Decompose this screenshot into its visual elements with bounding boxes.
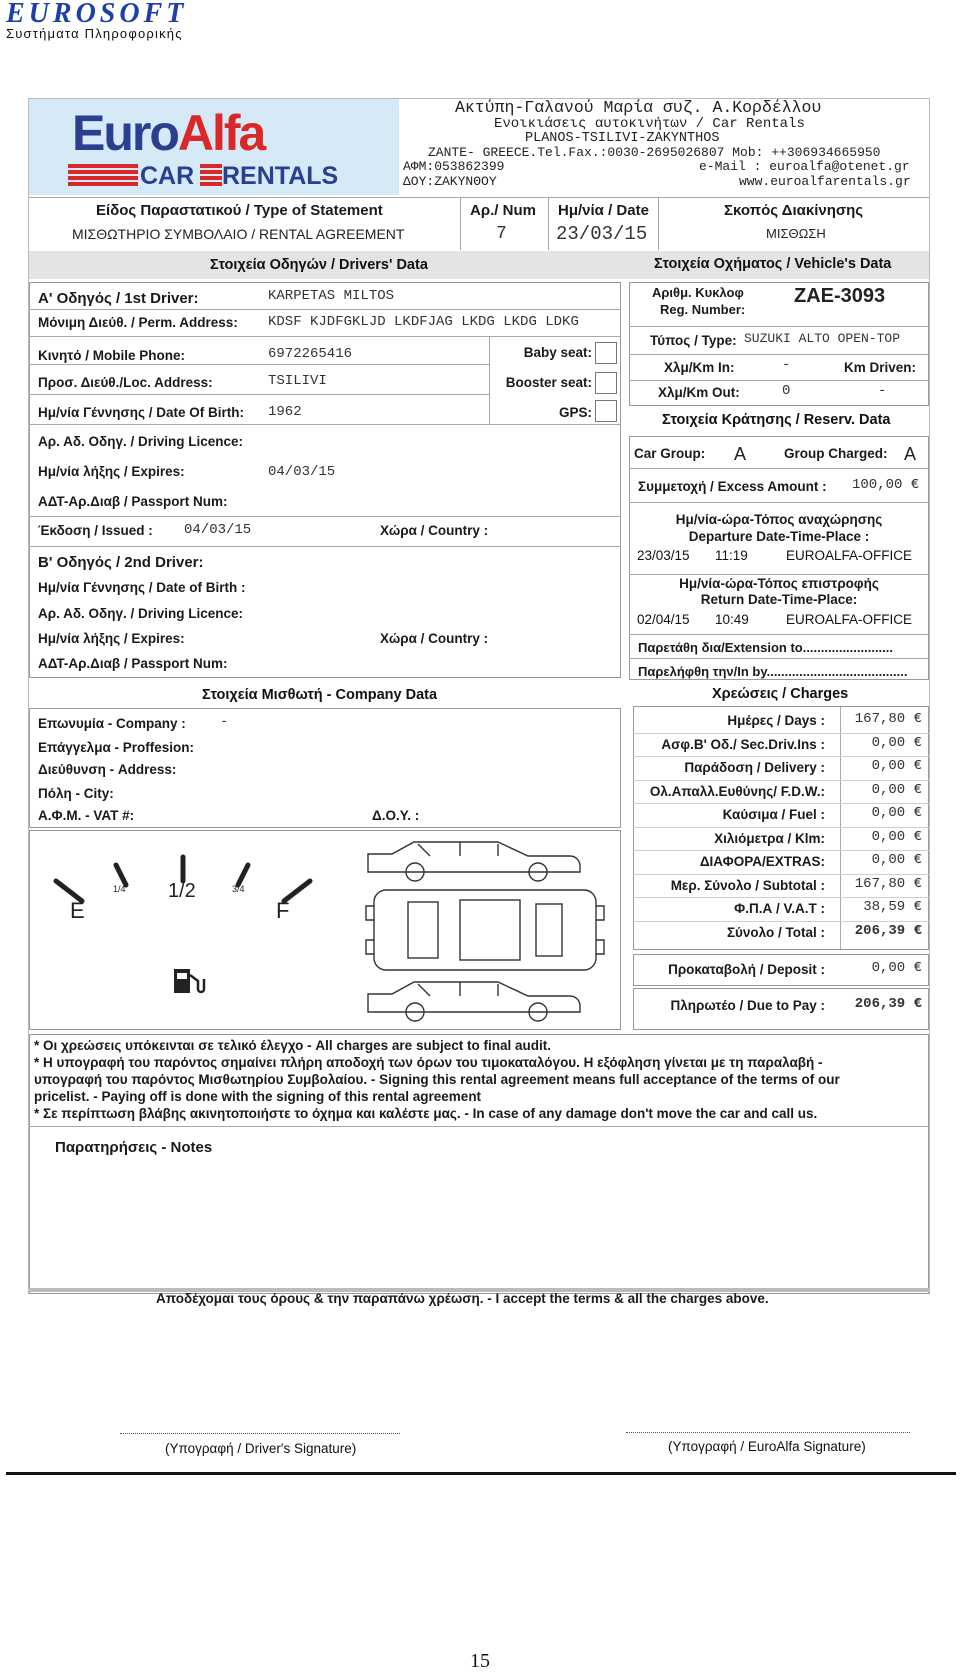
fuel-gauge: [40, 845, 340, 1005]
car-group-value: A: [734, 444, 747, 464]
car-group-label: Car Group:: [634, 446, 706, 461]
date-label: Ημ/νία / Date: [558, 202, 649, 219]
divider: [629, 502, 929, 503]
euroalfa-signature-label: (Υπογραφή / EuroAlfa Signature): [668, 1439, 866, 1454]
car-damage-diagram: [360, 834, 612, 1024]
divider: [633, 780, 929, 781]
company-name: Ακτύπη-Γαλανού Μαρία συζ. Α.Κορδέλλου: [455, 98, 822, 117]
mobile-value: 6972265416: [268, 346, 353, 362]
charge-label: Σύνολο / Total :: [726, 924, 825, 940]
num-value: 7: [496, 224, 507, 244]
departure-label-1: Ημ/νία-ώρα-Τόπος αναχώρησης: [675, 512, 883, 527]
divider: [633, 756, 929, 757]
driver-signature-label: (Υπογραφή / Driver's Signature): [165, 1441, 357, 1456]
fuel-f: F: [276, 898, 290, 923]
charge-value: 0,00 €: [871, 852, 922, 868]
charge-label: Ασφ.Β' Οδ./ Sec.Driv.Ins :: [661, 736, 825, 752]
terms-line-4: pricelist. - Paying off is done with the signing of this rental agreement: [34, 1089, 482, 1104]
divider: [29, 546, 621, 547]
issued-label: Έκδοση / Issued :: [38, 523, 153, 538]
divider: [629, 574, 929, 575]
car-text: CAR: [140, 162, 195, 190]
company-label: Επωνυμία - Company :: [38, 716, 186, 731]
address-label: Διεύθυνση - Address:: [38, 762, 177, 777]
euroalfa-logo: [72, 105, 265, 161]
km-driven-value: -: [878, 383, 887, 399]
return-place: EUROALFA-OFFICE: [786, 612, 913, 627]
company-afm: ΑΦΜ:053862399: [403, 159, 505, 174]
divider: [29, 1126, 929, 1127]
km-in-label: Χλμ/Km In:: [664, 360, 735, 375]
gps-checkbox[interactable]: [595, 400, 617, 422]
charges-title: Χρεώσεις / Charges: [712, 686, 849, 702]
charge-label: Ολ.Απαλλ.Ευθύνης/ F.D.W.:: [649, 783, 825, 799]
divider: [29, 516, 621, 517]
rentals-text: RENTALS: [222, 162, 339, 190]
reg-value: ZAE-3093: [794, 285, 886, 307]
vehicle-title: Στοιχεία Οχήματος / Vehicle's Data: [654, 256, 892, 272]
accept-text: Αποδέχομαι τους όρους & την παραπάνω χρέωση. - I accept the terms & all the charges above.: [156, 1291, 769, 1306]
divider: [658, 198, 659, 250]
return-time: 10:49: [715, 612, 749, 627]
divider: [29, 364, 489, 365]
licence2-label: Αρ. Αδ. Οδηγ. / Driving Licence:: [38, 606, 244, 621]
excess-label: Συμμετοχή / Excess Amount :: [638, 479, 827, 494]
return-label-1: Ημ/νία-ώρα-Τόπος επιστροφής: [679, 576, 879, 591]
purpose-value: ΜΙΣΘΩΣΗ: [766, 226, 826, 241]
city-label: Πόλη - City:: [38, 786, 114, 801]
divider: [629, 326, 929, 327]
country2-label: Χώρα / Country :: [380, 631, 489, 646]
km-in-value: -: [782, 357, 791, 373]
num-label: Αρ./ Num: [470, 202, 536, 219]
divider: [629, 658, 929, 659]
alfa-text: Alfa: [177, 105, 265, 161]
extension-label: Παρετάθη δια/Extension to.........................: [638, 640, 894, 655]
divider: [489, 337, 490, 425]
km-driven-label: Km Driven:: [844, 360, 917, 375]
doy-label: Δ.Ο.Υ. :: [372, 808, 420, 823]
profession-label: Επάγγελμα - Proffesion:: [38, 740, 195, 755]
terms-line-3: υπογραφή του παρόντος Μισθωτηρίου Συμβολαίου. - Signing this rental agreement means full acceptance of the terms of our: [34, 1072, 840, 1087]
company-value: -: [220, 714, 229, 730]
passport2-label: ΑΔΤ-Αρ.Διαβ / Passport Num:: [38, 656, 228, 671]
excess-value: 100,00 €: [852, 477, 920, 493]
return-date: 02/04/15: [637, 612, 690, 627]
divider: [633, 733, 929, 734]
expires-label: Ημ/νία λήξης / Expires:: [38, 464, 185, 479]
fuel-half: 1/2: [168, 880, 196, 902]
fuel-e: E: [70, 898, 85, 923]
divider: [629, 468, 929, 469]
charge-value: 206,39 €: [854, 922, 922, 939]
baby-seat-checkbox[interactable]: [595, 342, 617, 364]
gps-label: GPS:: [558, 405, 592, 420]
expires-value: 04/03/15: [268, 464, 336, 480]
dob2-label: Ημ/νία Γέννησης / Date of Birth :: [38, 580, 246, 595]
charge-label: Παράδοση / Delivery :: [684, 760, 825, 775]
divider: [29, 309, 621, 310]
reg-label-1: Αριθμ. Κυκλοφ: [652, 285, 744, 300]
eurosoft-logo: EUROSOFT: [6, 0, 188, 29]
fuel-three-quarter: 3/4: [232, 884, 245, 894]
passport-label: ΑΔΤ-Αρ.Διαβ / Passport Num:: [38, 494, 228, 509]
divider: [29, 394, 489, 395]
mobile-label: Κινητό / Mobile Phone:: [38, 348, 186, 363]
dob-label: Ημ/νία Γέννησης / Date Of Birth:: [38, 405, 245, 420]
baby-seat-label: Baby seat:: [523, 345, 592, 360]
departure-time: 11:19: [715, 548, 748, 563]
charge-value: 0,00 €: [871, 781, 922, 798]
divider: [460, 198, 461, 250]
charge-value: 0,00 €: [871, 734, 922, 751]
first-driver-label: Α' Οδηγός / 1st Driver:: [38, 290, 199, 307]
charge-value: 0,00 €: [871, 828, 922, 845]
purpose-label: Σκοπός Διακίνησης: [724, 202, 864, 219]
charge-label: Φ.Π.Α / V.A.T :: [734, 901, 825, 916]
divider: [548, 198, 549, 250]
first-driver-value: KARPETAS MILTOS: [268, 288, 395, 304]
expires2-label: Ημ/νία λήξης / Expires:: [38, 631, 185, 646]
departure-place: EUROALFA-OFFICE: [786, 548, 913, 563]
second-driver-label: Β' Οδηγός / 2nd Driver:: [38, 554, 204, 571]
divider: [633, 827, 929, 828]
inby-label: Παρελήφθη την/In by.......................................: [638, 664, 908, 679]
divider: [633, 874, 929, 875]
booster-seat-label: Booster seat:: [505, 375, 592, 390]
divider: [629, 380, 929, 381]
euro-text: Euro: [72, 105, 178, 161]
due-label: Πληρωτέο / Due to Pay :: [670, 998, 825, 1013]
booster-seat-checkbox[interactable]: [595, 372, 617, 394]
fuel-pump-icon: [174, 969, 204, 993]
departure-label-2: Departure Date-Time-Place :: [688, 529, 870, 544]
fuel-quarter: 1/4: [113, 884, 126, 894]
loc-address-label: Προσ. Διεύθ./Loc. Address:: [38, 375, 213, 390]
page-number: 15: [470, 1650, 490, 1672]
date-value: 23/03/15: [556, 223, 648, 245]
return-label-2: Return Date-Time-Place:: [700, 592, 858, 607]
charge-label: Ημέρες / Days :: [727, 713, 825, 728]
perm-address-label: Μόνιμη Διεύθ. / Perm. Address:: [38, 315, 238, 330]
licence-label: Αρ. Αδ. Οδηγ. / Driving Licence:: [38, 434, 244, 449]
statement-type-label: Είδος Παραστατικού / Type of Statement: [96, 202, 383, 219]
divider: [629, 634, 929, 635]
company-data-title: Στοιχεία Μισθωτή - Company Data: [202, 687, 438, 703]
charge-value: 167,80 €: [854, 875, 922, 892]
vat-label: Α.Φ.Μ. - VAT #:: [38, 808, 135, 823]
deposit-value: 0,00 €: [871, 960, 922, 976]
company-email: e-Mail : euroalfa@otenet.gr: [699, 159, 910, 174]
perm-address-value: KDSF KJDFGKLJD LKDFJAG LKDG LKDG LDKG: [268, 314, 579, 330]
company-contact: ZANTE- GREECE.Tel.Fax.:0030-2695026807 Mob: ++306934665950: [428, 145, 881, 160]
company-subtitle: Ενοικιάσεις αυτοκινήτων / Car Rentals: [494, 116, 805, 132]
vehicle-type-value: SUZUKI ALTO OPEN-TOP: [744, 331, 901, 346]
logo-stripes: [68, 164, 138, 188]
dob-value: 1962: [268, 404, 302, 420]
divider: [633, 921, 929, 922]
charge-value: 38,59 €: [863, 899, 922, 915]
divider: [633, 850, 929, 851]
divider: [29, 197, 929, 198]
charge-label: Μερ. Σύνολο / Subtotal :: [670, 877, 825, 893]
terms-line-2: * Η υπογραφή του παρόντος σημαίνει πλήρη αποδοχή των όρων του τιμοκαταλόγου. Η εξόφληση γίνεται με τη παραλαβή -: [34, 1055, 823, 1070]
eurosoft-tagline: Συστήματα Πληροφορικής: [6, 26, 183, 41]
charge-value: 0,00 €: [871, 805, 922, 821]
charge-label: Καύσιμα / Fuel :: [722, 807, 825, 822]
due-value: 206,39 €: [854, 996, 922, 1012]
issued-value: 04/03/15: [184, 522, 252, 538]
divider: [633, 897, 929, 898]
statement-type-value: ΜΙΣΘΩΤΗΡΙΟ ΣΥΜΒΟΛΑΙΟ / RENTAL AGREEMENT: [72, 226, 405, 242]
terms-line-5: * Σε περίπτωση βλάβης ακινητοποιήστε το όχημα και καλέστε μας. - In case of any damage don't move the car and call us.: [34, 1106, 818, 1121]
notes-label: Παρατηρήσεις - Notes: [55, 1139, 213, 1156]
group-charged-label: Group Charged:: [784, 446, 888, 461]
km-out-value: 0: [782, 383, 791, 399]
charge-label: Χιλιόμετρα / Klm:: [714, 830, 825, 846]
driver-signature-line: [120, 1433, 400, 1434]
charge-value: 0,00 €: [871, 758, 922, 774]
divider: [633, 803, 929, 804]
charge-label: ΔΙΑΦΟΡΑ/EXTRAS:: [699, 854, 825, 869]
divider: [29, 424, 621, 425]
footer-rule: [6, 1472, 956, 1475]
vehicle-type-label: Τύπος / Type:: [650, 333, 737, 348]
company-web: www.euroalfarentals.gr: [739, 174, 911, 189]
group-charged-value: A: [904, 444, 917, 464]
departure-date: 23/03/15: [637, 548, 690, 563]
country-label: Χώρα / Country :: [380, 523, 489, 538]
company-doy: ΔΟΥ:ΖΑΚΥΝΘΟΥ: [403, 174, 497, 189]
reservation-title: Στοιχεία Κράτησης / Reserv. Data: [662, 412, 891, 428]
company-location: PLANOS-TSILIVI-ZAKYNTHOS: [525, 131, 720, 146]
charge-value: 167,80 €: [854, 711, 922, 727]
loc-address-value: TSILIVI: [268, 373, 327, 389]
divider: [29, 336, 621, 337]
terms-line-1: * Οι χρεώσεις υπόκεινται σε τελικό έλεγχο - All charges are subject to final audit.: [34, 1038, 551, 1053]
divider: [629, 354, 929, 355]
deposit-label: Προκαταβολή / Deposit :: [668, 962, 825, 977]
drivers-title: Στοιχεία Οδηγών / Drivers' Data: [210, 257, 428, 273]
km-out-label: Χλμ/Km Out:: [658, 385, 740, 400]
euroalfa-signature-line: [626, 1432, 910, 1433]
reg-label-2: Reg. Number:: [660, 302, 746, 317]
r-stripes: [200, 164, 222, 188]
